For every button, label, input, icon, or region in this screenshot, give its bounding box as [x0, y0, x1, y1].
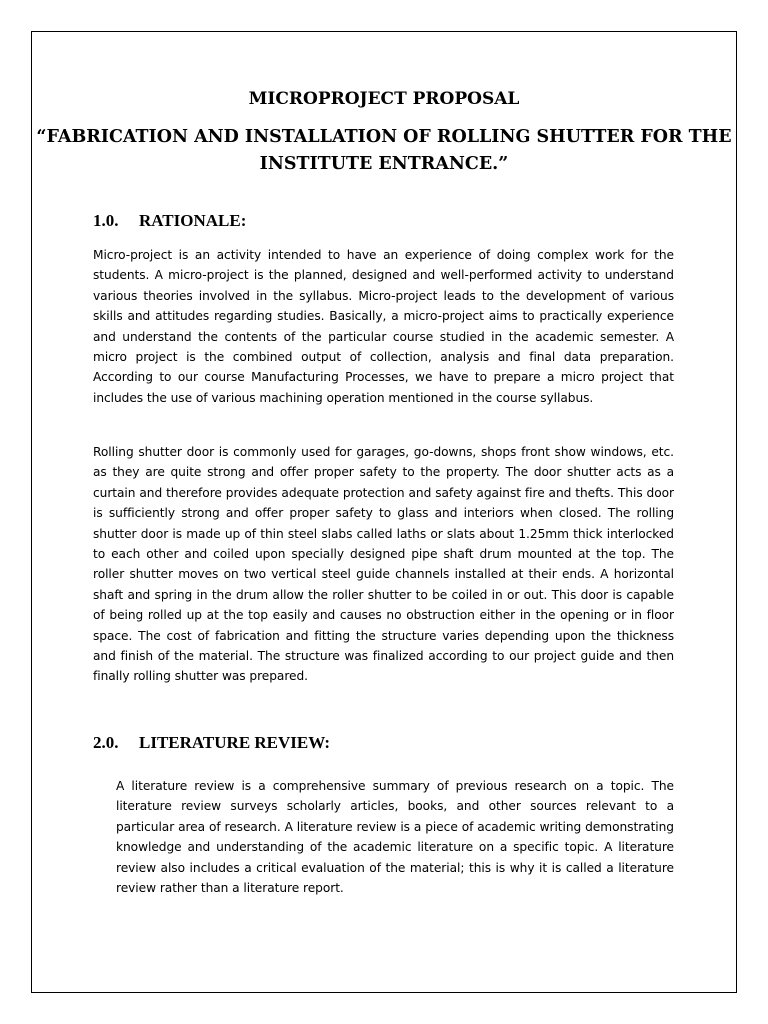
section-title: RATIONALE: [139, 211, 247, 230]
section-number: 1.0. [93, 211, 119, 230]
section-heading-rationale [93, 211, 246, 231]
document-title: MICROPROJECT PROPOSAL [248, 89, 520, 109]
section-title: LITERATURE REVIEW: [139, 733, 330, 752]
section-number: 2.0. [93, 733, 119, 752]
section-heading-literature-review [93, 733, 330, 753]
document-subtitle [0, 124, 768, 178]
literature-review-paragraph: A literature review is a comprehensive summary of previous research on a topic. The literature review surveys scholarly articles, books, and other sources relevant to a particular area of research. A literature review is a piece of academic writing demonstrating knowledge and understanding of the academic literature on a specific topic. A literature review also includes a critical evaluation of the material; this is why it is called a literature review rather than a literature report. [116, 779, 674, 896]
document-subtitle-text: “FABRICATION AND INSTALLATION OF ROLLING SHUTTER FOR THE INSTITUTE ENTRANCE.” [36, 127, 732, 174]
rationale-paragraph: Micro-project is an activity intended to have an experience of doing complex work for the students. A micro-project is the planned, designed and well-performed activity to understand various theories involved in the syllabus. Micro-project leads to the development of various skills and attitudes regarding studies. Basically, a micro-project aims to practically experience and understand the contents of the particular course studied in the academic semester. A micro project is the combined output of collection, analysis and final data preparation. According to our course Manufacturing Processes, we have to prepare a micro project that includes the use of various machining operation mentioned in the course syllabus. [93, 248, 674, 405]
rationale-paragraph: Rolling shutter door is commonly used for garages, go-downs, shops front show windows, etc. as they are quite strong and offer proper safety to the property. The door shutter acts as a curtain and therefore provides adequate protection and safety against fire and thefts. This door is sufficiently strong and offer proper safety to glass and interiors when closed. The rolling shutter door is made up of thin steel slabs called laths or slats about 1.25mm thick interlocked to each other and coiled upon specially designed pipe shaft drum mounted at the top. The roller shutter moves on two vertical steel guide channels installed at their ends. A horizontal shaft and spring in the drum allow the roller shutter to be coiled in or out. This door is capable of being rolled up at the top easily and causes no obstruction either in the opening or in floor space. The cost of fabrication and fitting the structure varies depending upon the thickness and finish of the material. The structure was finalized according to our project guide and then finally rolling shutter was prepared. [93, 445, 674, 684]
